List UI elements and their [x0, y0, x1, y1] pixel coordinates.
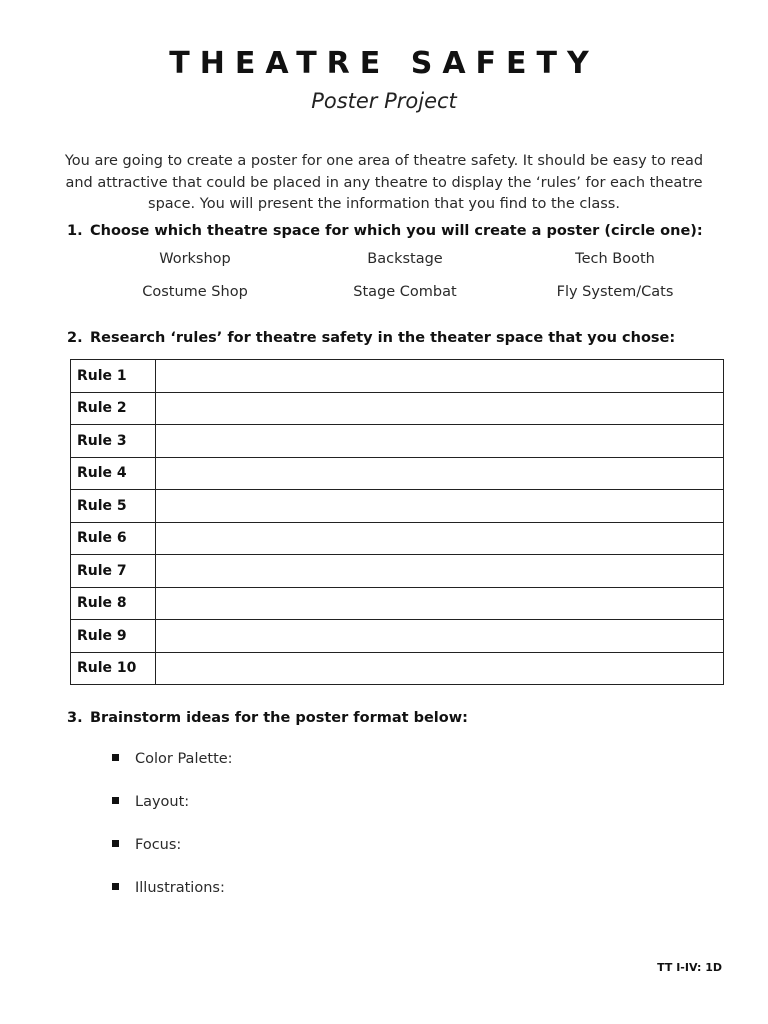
rule-label: Rule 5: [71, 490, 156, 523]
rule-answer-cell[interactable]: [156, 522, 724, 555]
intro-paragraph: [48, 151, 720, 216]
square-bullet-icon: [112, 797, 119, 804]
rule-label: Rule 7: [71, 555, 156, 588]
rule-answer-cell[interactable]: [156, 457, 724, 490]
question-number: 3.: [67, 710, 83, 726]
rule-answer-cell[interactable]: [156, 620, 724, 653]
table-row: [71, 652, 724, 685]
question-text: Choose which theatre space for which you will create a poster (circle one):: [90, 223, 703, 239]
brainstorm-label: Illustrations:: [135, 880, 225, 896]
question-1: [67, 223, 703, 239]
question-number: 2.: [67, 330, 83, 346]
table-row: [71, 587, 724, 620]
choice-row: [90, 251, 720, 284]
page-subtitle: Poster Project: [311, 89, 457, 113]
rule-label: Rule 3: [71, 425, 156, 458]
table-row: [71, 457, 724, 490]
list-item: [112, 794, 233, 837]
table-row: [71, 360, 724, 393]
question-number: 1.: [67, 223, 83, 239]
brainstorm-label: Layout:: [135, 794, 190, 810]
intro-line: You are going to create a poster for one area of theatre safety. It should be easy to read: [64, 153, 704, 169]
question-2: [67, 330, 675, 346]
rule-answer-cell[interactable]: [156, 652, 724, 685]
brainstorm-list: [112, 751, 233, 923]
question-3: [67, 710, 468, 726]
rule-label: Rule 4: [71, 457, 156, 490]
list-item: [112, 837, 233, 880]
rules-table: [70, 359, 724, 685]
brainstorm-label: Focus:: [135, 837, 182, 853]
rule-answer-cell[interactable]: [156, 490, 724, 523]
rule-label: Rule 10: [71, 652, 156, 685]
rule-answer-cell[interactable]: [156, 392, 724, 425]
question-text: Brainstorm ideas for the poster format below:: [90, 710, 468, 726]
table-row: [71, 522, 724, 555]
square-bullet-icon: [112, 840, 119, 847]
list-item: [112, 880, 233, 923]
page-title: THEATRE SAFETY: [169, 46, 599, 81]
square-bullet-icon: [112, 754, 119, 761]
intro-line: and attractive that could be placed in any theatre to display the ‘rules’ for each theatre: [65, 174, 703, 191]
choice-backstage[interactable]: Backstage: [367, 251, 443, 267]
table-row: [71, 490, 724, 523]
rule-answer-cell[interactable]: [156, 555, 724, 588]
choice-row: [90, 284, 720, 317]
choice-fly-system[interactable]: Fly System/Cats: [556, 284, 674, 300]
question-text: Research ‘rules’ for theatre safety in the theater space that you chose:: [90, 330, 676, 346]
intro-line: space. You will present the information that you find to the class.: [148, 196, 620, 212]
choice-stage-combat[interactable]: Stage Combat: [353, 284, 457, 300]
choice-workshop[interactable]: Workshop: [159, 251, 231, 267]
table-row: [71, 392, 724, 425]
space-choices: [90, 251, 720, 317]
square-bullet-icon: [112, 883, 119, 890]
rule-label: Rule 6: [71, 522, 156, 555]
rule-label: Rule 2: [71, 392, 156, 425]
rule-label: Rule 1: [71, 360, 156, 393]
brainstorm-label: Color Palette:: [135, 751, 233, 767]
rule-label: Rule 8: [71, 587, 156, 620]
course-code: TT I-IV: 1D: [657, 961, 722, 974]
table-row: [71, 425, 724, 458]
rule-answer-cell[interactable]: [156, 425, 724, 458]
rule-answer-cell[interactable]: [156, 587, 724, 620]
table-row: [71, 620, 724, 653]
table-row: [71, 555, 724, 588]
rule-label: Rule 9: [71, 620, 156, 653]
list-item: [112, 751, 233, 794]
choice-costume-shop[interactable]: Costume Shop: [142, 284, 248, 300]
rule-answer-cell[interactable]: [156, 360, 724, 393]
choice-tech-booth[interactable]: Tech Booth: [575, 251, 655, 267]
